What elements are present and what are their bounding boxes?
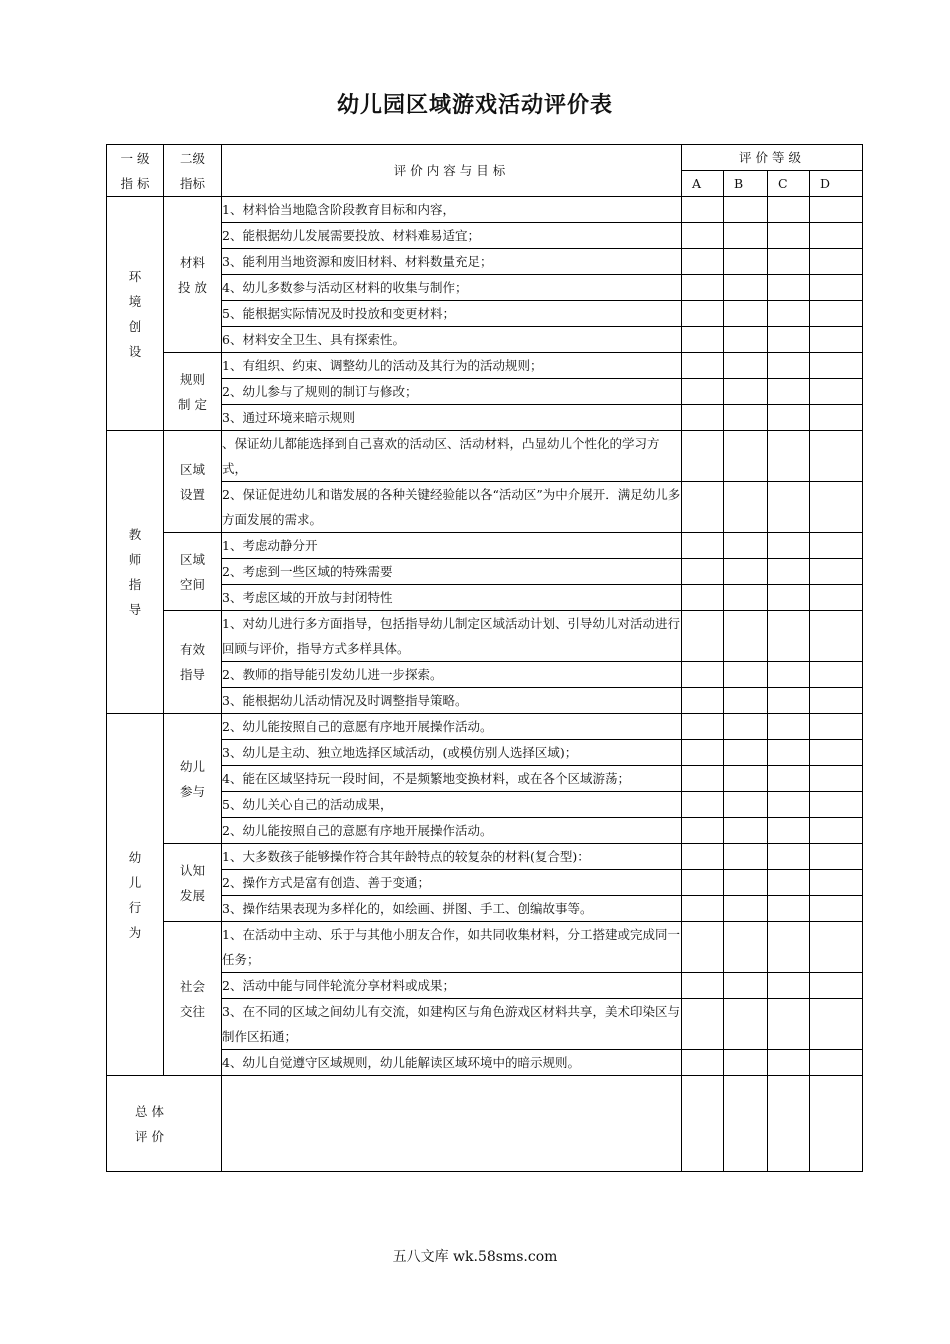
criterion-text: 3、能根据幼儿活动情况及时调整指导策略。 <box>222 688 682 714</box>
level2-line: 制 定 <box>178 396 207 412</box>
grade-cell-b[interactable] <box>724 533 768 559</box>
grade-cell-c[interactable] <box>768 275 810 301</box>
grade-cell-b[interactable] <box>724 482 768 533</box>
level2-line: 材料 <box>179 254 205 270</box>
header-content: 评价内容与目标 <box>222 145 682 197</box>
grade-cell-a[interactable] <box>682 662 724 688</box>
table-row <box>107 714 863 740</box>
criterion-text: 2、保证促进幼儿和谐发展的各种关键经验能以各“活动区”为中介展开．满足幼儿多方面发展的需求。 <box>222 482 682 533</box>
grade-cell-d[interactable] <box>810 662 863 688</box>
grade-cell-a[interactable] <box>682 379 724 405</box>
level2-line: 区域 <box>179 461 205 477</box>
level2-indicator <box>164 714 222 844</box>
grade-cell-a[interactable] <box>682 714 724 740</box>
overall-content-cell[interactable] <box>222 1076 682 1172</box>
criterion-text: 2、活动中能与同伴轮流分享材料或成果； <box>222 973 682 999</box>
criterion-text: 1、有组织、约束、调整幼儿的活动及其行为的活动规则； <box>222 353 682 379</box>
criterion-text: 3、能利用当地资源和废旧材料、材料数量充足； <box>222 249 682 275</box>
level1-char: 导 <box>128 602 142 617</box>
grade-cell-d[interactable] <box>810 327 863 353</box>
grade-cell-b[interactable] <box>724 275 768 301</box>
level2-indicator <box>164 844 222 922</box>
grade-cell-a[interactable] <box>682 585 724 611</box>
grade-cell-d[interactable] <box>810 533 863 559</box>
grade-cell-b[interactable] <box>724 405 768 431</box>
grade-cell-d[interactable] <box>810 223 863 249</box>
grade-cell-d[interactable] <box>810 353 863 379</box>
overall-row <box>107 1076 863 1172</box>
level2-indicator <box>164 431 222 533</box>
criterion-text: 3、通过环境来暗示规则 <box>222 405 682 431</box>
overall-line: 评 价 <box>135 1128 164 1144</box>
grade-cell-c[interactable] <box>768 301 810 327</box>
level2-line: 有效 <box>179 642 205 657</box>
grade-cell-a[interactable] <box>682 275 724 301</box>
grade-cell-b[interactable] <box>724 740 768 766</box>
overall-grade-cell-b[interactable] <box>724 1076 768 1172</box>
header-level2-line: 指标 <box>179 175 205 191</box>
level1-char: 设 <box>128 343 142 359</box>
grade-cell-d[interactable] <box>810 999 863 1050</box>
level1-char: 儿 <box>128 874 142 890</box>
grade-cell-c[interactable] <box>768 922 810 973</box>
grade-cell-a[interactable] <box>682 223 724 249</box>
grade-cell-a[interactable] <box>682 327 724 353</box>
grade-cell-a[interactable] <box>682 533 724 559</box>
level2-line: 参与 <box>179 783 205 799</box>
grade-cell-b[interactable] <box>724 431 768 482</box>
level1-char: 创 <box>128 318 142 334</box>
header-level1 <box>107 145 164 197</box>
grade-cell-d[interactable] <box>810 792 863 818</box>
level1-indicator <box>107 431 164 714</box>
grade-d: D <box>810 171 863 197</box>
grade-cell-c[interactable] <box>768 327 810 353</box>
criterion-text: 5、能根据实际情况及时投放和变更材料； <box>222 301 682 327</box>
grade-cell-d[interactable] <box>810 611 863 662</box>
level2-line: 空间 <box>179 576 205 592</box>
criterion-text: 2、考虑到一些区域的特殊需要 <box>222 559 682 585</box>
level2-line: 投 放 <box>178 279 207 295</box>
criterion-text: 2、幼儿能按照自己的意愿有序地开展操作活动。 <box>222 714 682 740</box>
header-grade-title: 评价等级 <box>682 145 863 171</box>
criterion-text: 4、幼儿多数参与活动区材料的收集与制作； <box>222 275 682 301</box>
overall-grade-cell-d[interactable] <box>810 1076 863 1172</box>
grade-cell-c[interactable] <box>768 559 810 585</box>
footer-watermark: 五八文库 wk.58sms.com <box>392 1249 558 1265</box>
grade-cell-b[interactable] <box>724 379 768 405</box>
grade-cell-d[interactable] <box>810 585 863 611</box>
grade-cell-c[interactable] <box>768 973 810 999</box>
grade-cell-c[interactable] <box>768 870 810 896</box>
grade-cell-a[interactable] <box>682 818 724 844</box>
table-row <box>107 922 863 973</box>
criterion-text: 1、大多数孩子能够操作符合其年龄特点的较复杂的材料(复合型)： <box>222 844 682 870</box>
criterion-text: 3、幼儿是主动、独立地选择区域活动，(或模仿别人选择区域)； <box>222 740 682 766</box>
grade-cell-c[interactable] <box>768 740 810 766</box>
table-row <box>107 197 863 223</box>
grade-cell-c[interactable] <box>768 482 810 533</box>
grade-cell-a[interactable] <box>682 1050 724 1076</box>
level2-indicator <box>164 353 222 431</box>
grade-cell-b[interactable] <box>724 844 768 870</box>
level2-indicator <box>164 197 222 353</box>
grade-cell-d[interactable] <box>810 559 863 585</box>
grade-c: C <box>768 171 810 197</box>
grade-cell-b[interactable] <box>724 714 768 740</box>
grade-cell-d[interactable] <box>810 922 863 973</box>
grade-cell-c[interactable] <box>768 714 810 740</box>
grade-cell-c[interactable] <box>768 792 810 818</box>
criterion-text: 3、考虑区域的开放与封闭特性 <box>222 585 682 611</box>
level1-char: 师 <box>128 552 142 567</box>
table-row <box>107 611 863 662</box>
table-row <box>107 533 863 559</box>
grade-cell-b[interactable] <box>724 585 768 611</box>
grade-cell-b[interactable] <box>724 896 768 922</box>
level2-line: 设置 <box>179 486 205 502</box>
grade-cell-b[interactable] <box>724 197 768 223</box>
grade-cell-d[interactable] <box>810 482 863 533</box>
grade-cell-b[interactable] <box>724 353 768 379</box>
level2-line: 幼儿 <box>179 758 205 774</box>
grade-cell-b[interactable] <box>724 792 768 818</box>
level2-line: 指导 <box>179 667 205 682</box>
grade-cell-b[interactable] <box>724 999 768 1050</box>
grade-cell-d[interactable] <box>810 275 863 301</box>
criterion-text: 3、操作结果表现为多样化的，如绘画、拼图、手工、创编故事等。 <box>222 896 682 922</box>
overall-grade-cell-c[interactable] <box>768 1076 810 1172</box>
grade-cell-a[interactable] <box>682 999 724 1050</box>
grade-cell-d[interactable] <box>810 197 863 223</box>
grade-cell-b[interactable] <box>724 611 768 662</box>
level2-line: 交往 <box>179 1003 205 1019</box>
grade-cell-c[interactable] <box>768 1050 810 1076</box>
criterion-text: 3、在不同的区域之间幼儿有交流，如建构区与角色游戏区材料共享，美术印染区与制作区拓通； <box>222 999 682 1050</box>
grade-cell-d[interactable] <box>810 896 863 922</box>
grade-cell-b[interactable] <box>724 818 768 844</box>
grade-cell-a[interactable] <box>682 870 724 896</box>
grade-cell-d[interactable] <box>810 714 863 740</box>
grade-cell-c[interactable] <box>768 197 810 223</box>
grade-cell-a[interactable] <box>682 740 724 766</box>
level1-char: 环 <box>128 268 142 284</box>
grade-b: B <box>724 171 768 197</box>
evaluation-table <box>106 144 863 1172</box>
grade-cell-a[interactable] <box>682 611 724 662</box>
criterion-text: 2、幼儿能按照自己的意愿有序地开展操作活动。 <box>222 818 682 844</box>
criterion-text: 2、幼儿参与了规则的制订与修改； <box>222 379 682 405</box>
grade-cell-a[interactable] <box>682 353 724 379</box>
grade-cell-b[interactable] <box>724 662 768 688</box>
level2-line: 发展 <box>179 887 205 903</box>
grade-cell-d[interactable] <box>810 379 863 405</box>
grade-cell-b[interactable] <box>724 1050 768 1076</box>
grade-cell-c[interactable] <box>768 818 810 844</box>
grade-cell-c[interactable] <box>768 353 810 379</box>
grade-cell-c[interactable] <box>768 844 810 870</box>
grade-cell-a[interactable] <box>682 766 724 792</box>
criterion-text: 1、考虑动静分开 <box>222 533 682 559</box>
table-row <box>107 431 863 482</box>
grade-cell-b[interactable] <box>724 301 768 327</box>
grade-cell-c[interactable] <box>768 896 810 922</box>
overall-line: 总 体 <box>135 1103 164 1119</box>
grade-cell-d[interactable] <box>810 1050 863 1076</box>
grade-cell-b[interactable] <box>724 688 768 714</box>
overall-grade-cell-a[interactable] <box>682 1076 724 1172</box>
grade-cell-d[interactable] <box>810 740 863 766</box>
grade-cell-d[interactable] <box>810 249 863 275</box>
overall-label <box>107 1076 222 1172</box>
criterion-text: 1、在活动中主动、乐于与其他小朋友合作，如共同收集材料，分工搭建或完成同一任务； <box>222 922 682 973</box>
criterion-text: 、保证幼儿都能选择到自己喜欢的活动区、活动材料，凸显幼儿个性化的学习方式， <box>222 431 682 482</box>
grade-cell-d[interactable] <box>810 844 863 870</box>
level2-line: 区域 <box>179 551 205 567</box>
grade-cell-a[interactable] <box>682 922 724 973</box>
criterion-text: 1、对幼儿进行多方面指导，包括指导幼儿制定区域活动计划、引导幼儿对活动进行回顾与评价，指导方式多样具体。 <box>222 611 682 662</box>
grade-cell-a[interactable] <box>682 844 724 870</box>
grade-cell-d[interactable] <box>810 431 863 482</box>
header-level1-line: 一 级 <box>120 150 150 166</box>
grade-cell-b[interactable] <box>724 973 768 999</box>
grade-cell-d[interactable] <box>810 405 863 431</box>
criterion-text: 2、能根据幼儿发展需要投放、材料难易适宜； <box>222 223 682 249</box>
grade-cell-a[interactable] <box>682 301 724 327</box>
grade-cell-a[interactable] <box>682 249 724 275</box>
grade-cell-c[interactable] <box>768 533 810 559</box>
header-level1-line: 指 标 <box>120 175 150 191</box>
document-title: 幼儿园区域游戏活动评价表 <box>336 92 613 118</box>
criterion-text: 2、操作方式是富有创造、善于变通； <box>222 870 682 896</box>
table-row <box>107 844 863 870</box>
table-row <box>107 353 863 379</box>
level1-indicator <box>107 714 164 1076</box>
grade-cell-a[interactable] <box>682 688 724 714</box>
level2-line: 规则 <box>179 371 205 387</box>
grade-cell-b[interactable] <box>724 922 768 973</box>
header-row <box>107 145 863 171</box>
level2-indicator <box>164 533 222 611</box>
grade-cell-d[interactable] <box>810 870 863 896</box>
grade-cell-b[interactable] <box>724 559 768 585</box>
grade-cell-a[interactable] <box>682 559 724 585</box>
grade-cell-a[interactable] <box>682 405 724 431</box>
level1-char: 幼 <box>128 849 142 865</box>
grade-cell-c[interactable] <box>768 766 810 792</box>
grade-cell-c[interactable] <box>768 585 810 611</box>
grade-cell-a[interactable] <box>682 197 724 223</box>
level2-line: 社会 <box>179 978 205 994</box>
grade-cell-c[interactable] <box>768 999 810 1050</box>
grade-cell-d[interactable] <box>810 973 863 999</box>
grade-cell-c[interactable] <box>768 249 810 275</box>
grade-cell-c[interactable] <box>768 662 810 688</box>
grade-cell-a[interactable] <box>682 431 724 482</box>
grade-cell-c[interactable] <box>768 611 810 662</box>
criterion-text: 5、幼儿关心自己的活动成果， <box>222 792 682 818</box>
header-level2 <box>164 145 222 197</box>
level1-indicator <box>107 197 164 431</box>
grade-cell-d[interactable] <box>810 818 863 844</box>
criterion-text: 1、材料恰当地隐含阶段教育目标和内容， <box>222 197 682 223</box>
level1-char: 为 <box>128 924 142 940</box>
grade-cell-c[interactable] <box>768 688 810 714</box>
criterion-text: 6、材料安全卫生、具有探索性。 <box>222 327 682 353</box>
grade-a: A <box>682 171 724 197</box>
level2-line: 认知 <box>179 862 205 878</box>
level1-char: 教 <box>128 527 142 542</box>
grade-cell-c[interactable] <box>768 431 810 482</box>
level1-char: 行 <box>128 899 142 915</box>
grade-cell-b[interactable] <box>724 249 768 275</box>
level1-char: 境 <box>128 293 142 309</box>
grade-cell-c[interactable] <box>768 405 810 431</box>
grade-cell-c[interactable] <box>768 379 810 405</box>
grade-cell-c[interactable] <box>768 223 810 249</box>
grade-cell-d[interactable] <box>810 688 863 714</box>
criterion-text: 4、能在区域坚持玩一段时间，不是频繁地变换材料，或在各个区域游荡； <box>222 766 682 792</box>
grade-cell-a[interactable] <box>682 792 724 818</box>
grade-cell-b[interactable] <box>724 327 768 353</box>
grade-cell-b[interactable] <box>724 870 768 896</box>
grade-cell-a[interactable] <box>682 896 724 922</box>
grade-cell-a[interactable] <box>682 973 724 999</box>
level2-indicator <box>164 922 222 1076</box>
level2-indicator <box>164 611 222 714</box>
criterion-text: 4、幼儿自觉遵守区域规则，幼儿能解读区域环境中的暗示规则。 <box>222 1050 682 1076</box>
grade-cell-b[interactable] <box>724 223 768 249</box>
grade-cell-a[interactable] <box>682 482 724 533</box>
grade-cell-b[interactable] <box>724 766 768 792</box>
criterion-text: 2、教师的指导能引发幼儿进一步探索。 <box>222 662 682 688</box>
header-level2-line: 二级 <box>179 150 205 166</box>
grade-cell-d[interactable] <box>810 766 863 792</box>
level1-char: 指 <box>128 577 142 592</box>
grade-cell-d[interactable] <box>810 301 863 327</box>
